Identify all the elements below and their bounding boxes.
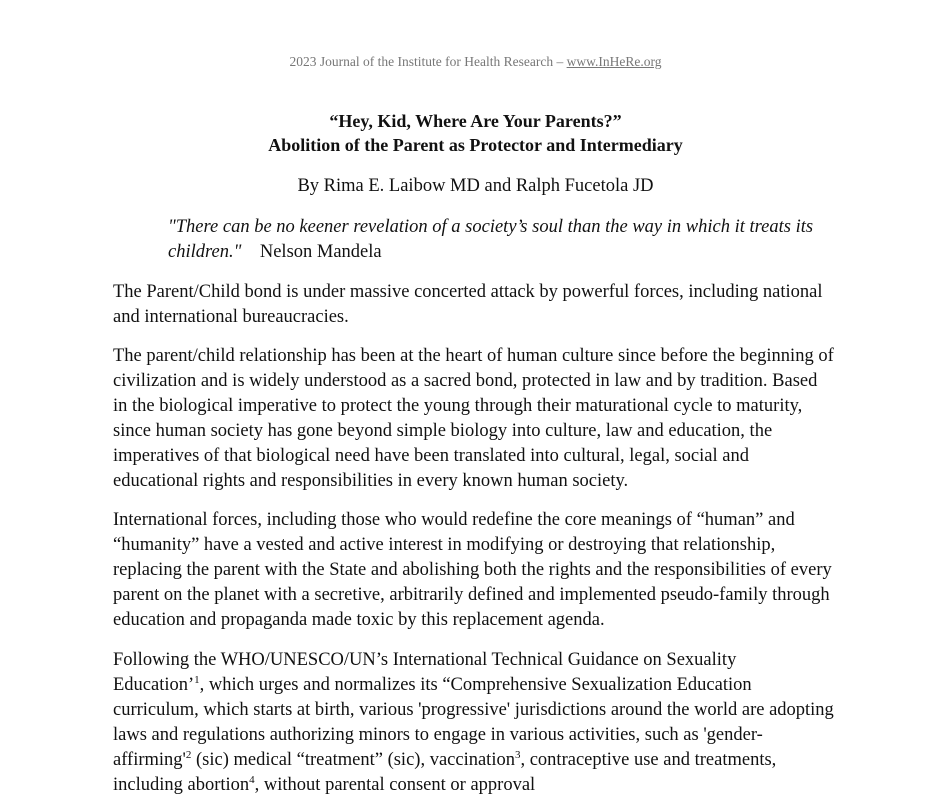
paragraph-line: “humanity” have a vested and active interest in modifying or destroying that relationship, [113, 535, 776, 555]
paragraph-line: and international bureaucracies. [113, 307, 349, 327]
paragraph-line: in the biological imperative to protect the young through their maturational cycle to maturity, [113, 396, 803, 416]
paragraph-line: The parent/child relationship has been at the heart of human culture since before the beginning of [113, 346, 834, 366]
paragraph-line: parent on the planet with a secretive, arbitrarily defined and implemented pseudo-family through [113, 585, 830, 605]
paragraph-line: since human society has gone beyond simple biology into culture, law and education, the [113, 421, 773, 441]
title-line-1: “Hey, Kid, Where Are Your Parents?” [329, 111, 622, 131]
footnote-ref-2[interactable]: 2 [185, 748, 192, 761]
paragraph-3 [113, 508, 853, 633]
paragraph-2 [113, 344, 853, 494]
epigraph-line-1: "There can be no keener revelation of a society’s soul than the way in which it treats its [168, 217, 814, 237]
footnote-ref-1[interactable]: 1 [194, 673, 200, 686]
footnote-ref-3[interactable]: 3 [514, 748, 521, 761]
running-header [0, 54, 951, 70]
footnote-ref-4[interactable]: 4 [249, 773, 255, 786]
epigraph-quote-end: children." [168, 242, 242, 262]
paragraph-line: curriculum, which starts at birth, various 'progressive' jurisdictions around the world are adopting [113, 700, 834, 720]
byline: By Rima E. Laibow MD and Ralph Fucetola JD [297, 176, 654, 196]
paragraph-line: education and propaganda made toxic by this replacement agenda. [113, 610, 605, 630]
epigraph-attribution: Nelson Mandela [259, 242, 382, 262]
paragraph-line: Education’$^1$, which urges and normalizes its “Comprehensive Sexualization Education [113, 673, 752, 695]
paragraph-line: $affirming'^2$ (sic) medical “treatment” (sic), vaccination$^3$, contraceptive use and treatments, [113, 748, 777, 770]
paragraph-1 [113, 280, 853, 330]
paragraph-line: Following the WHO/UNESCO/UN’s International Technical Guidance on Sexuality [113, 650, 737, 670]
paragraph-line: The Parent/Child bond is under massive concerted attack by powerful forces, including national [113, 282, 823, 302]
epigraph [168, 215, 848, 265]
journal-name: 2023 Journal of the Institute for Health Research – [289, 54, 567, 69]
title-line-2: Abolition of the Parent as Protector and Intermediary [268, 135, 683, 155]
paragraph-4 [113, 648, 853, 798]
paragraph-line: laws and regulations authorizing minors to engage in various activities, such as 'gender- [113, 725, 763, 745]
epigraph-line-2 [168, 240, 848, 265]
paragraph-line: educational rights and responsibilities in every known human society. [113, 471, 629, 491]
paragraph-line: civilization and is widely understood as a sacred bond, protected in law and by tradition. Based [113, 371, 818, 391]
journal-url-link[interactable]: www.InHeRe.org [566, 54, 662, 69]
paragraph-line: replacing the parent with the State and abolishing both the rights and the responsibilities of every [113, 560, 832, 580]
paragraph-line: including abortion$^4$, without parental consent or approval [113, 773, 536, 795]
paragraph-line: International forces, including those who would redefine the core meanings of “human” and [113, 510, 795, 530]
paragraph-line: imperatives of that biological need have been translated into cultural, legal, social and [113, 446, 749, 466]
